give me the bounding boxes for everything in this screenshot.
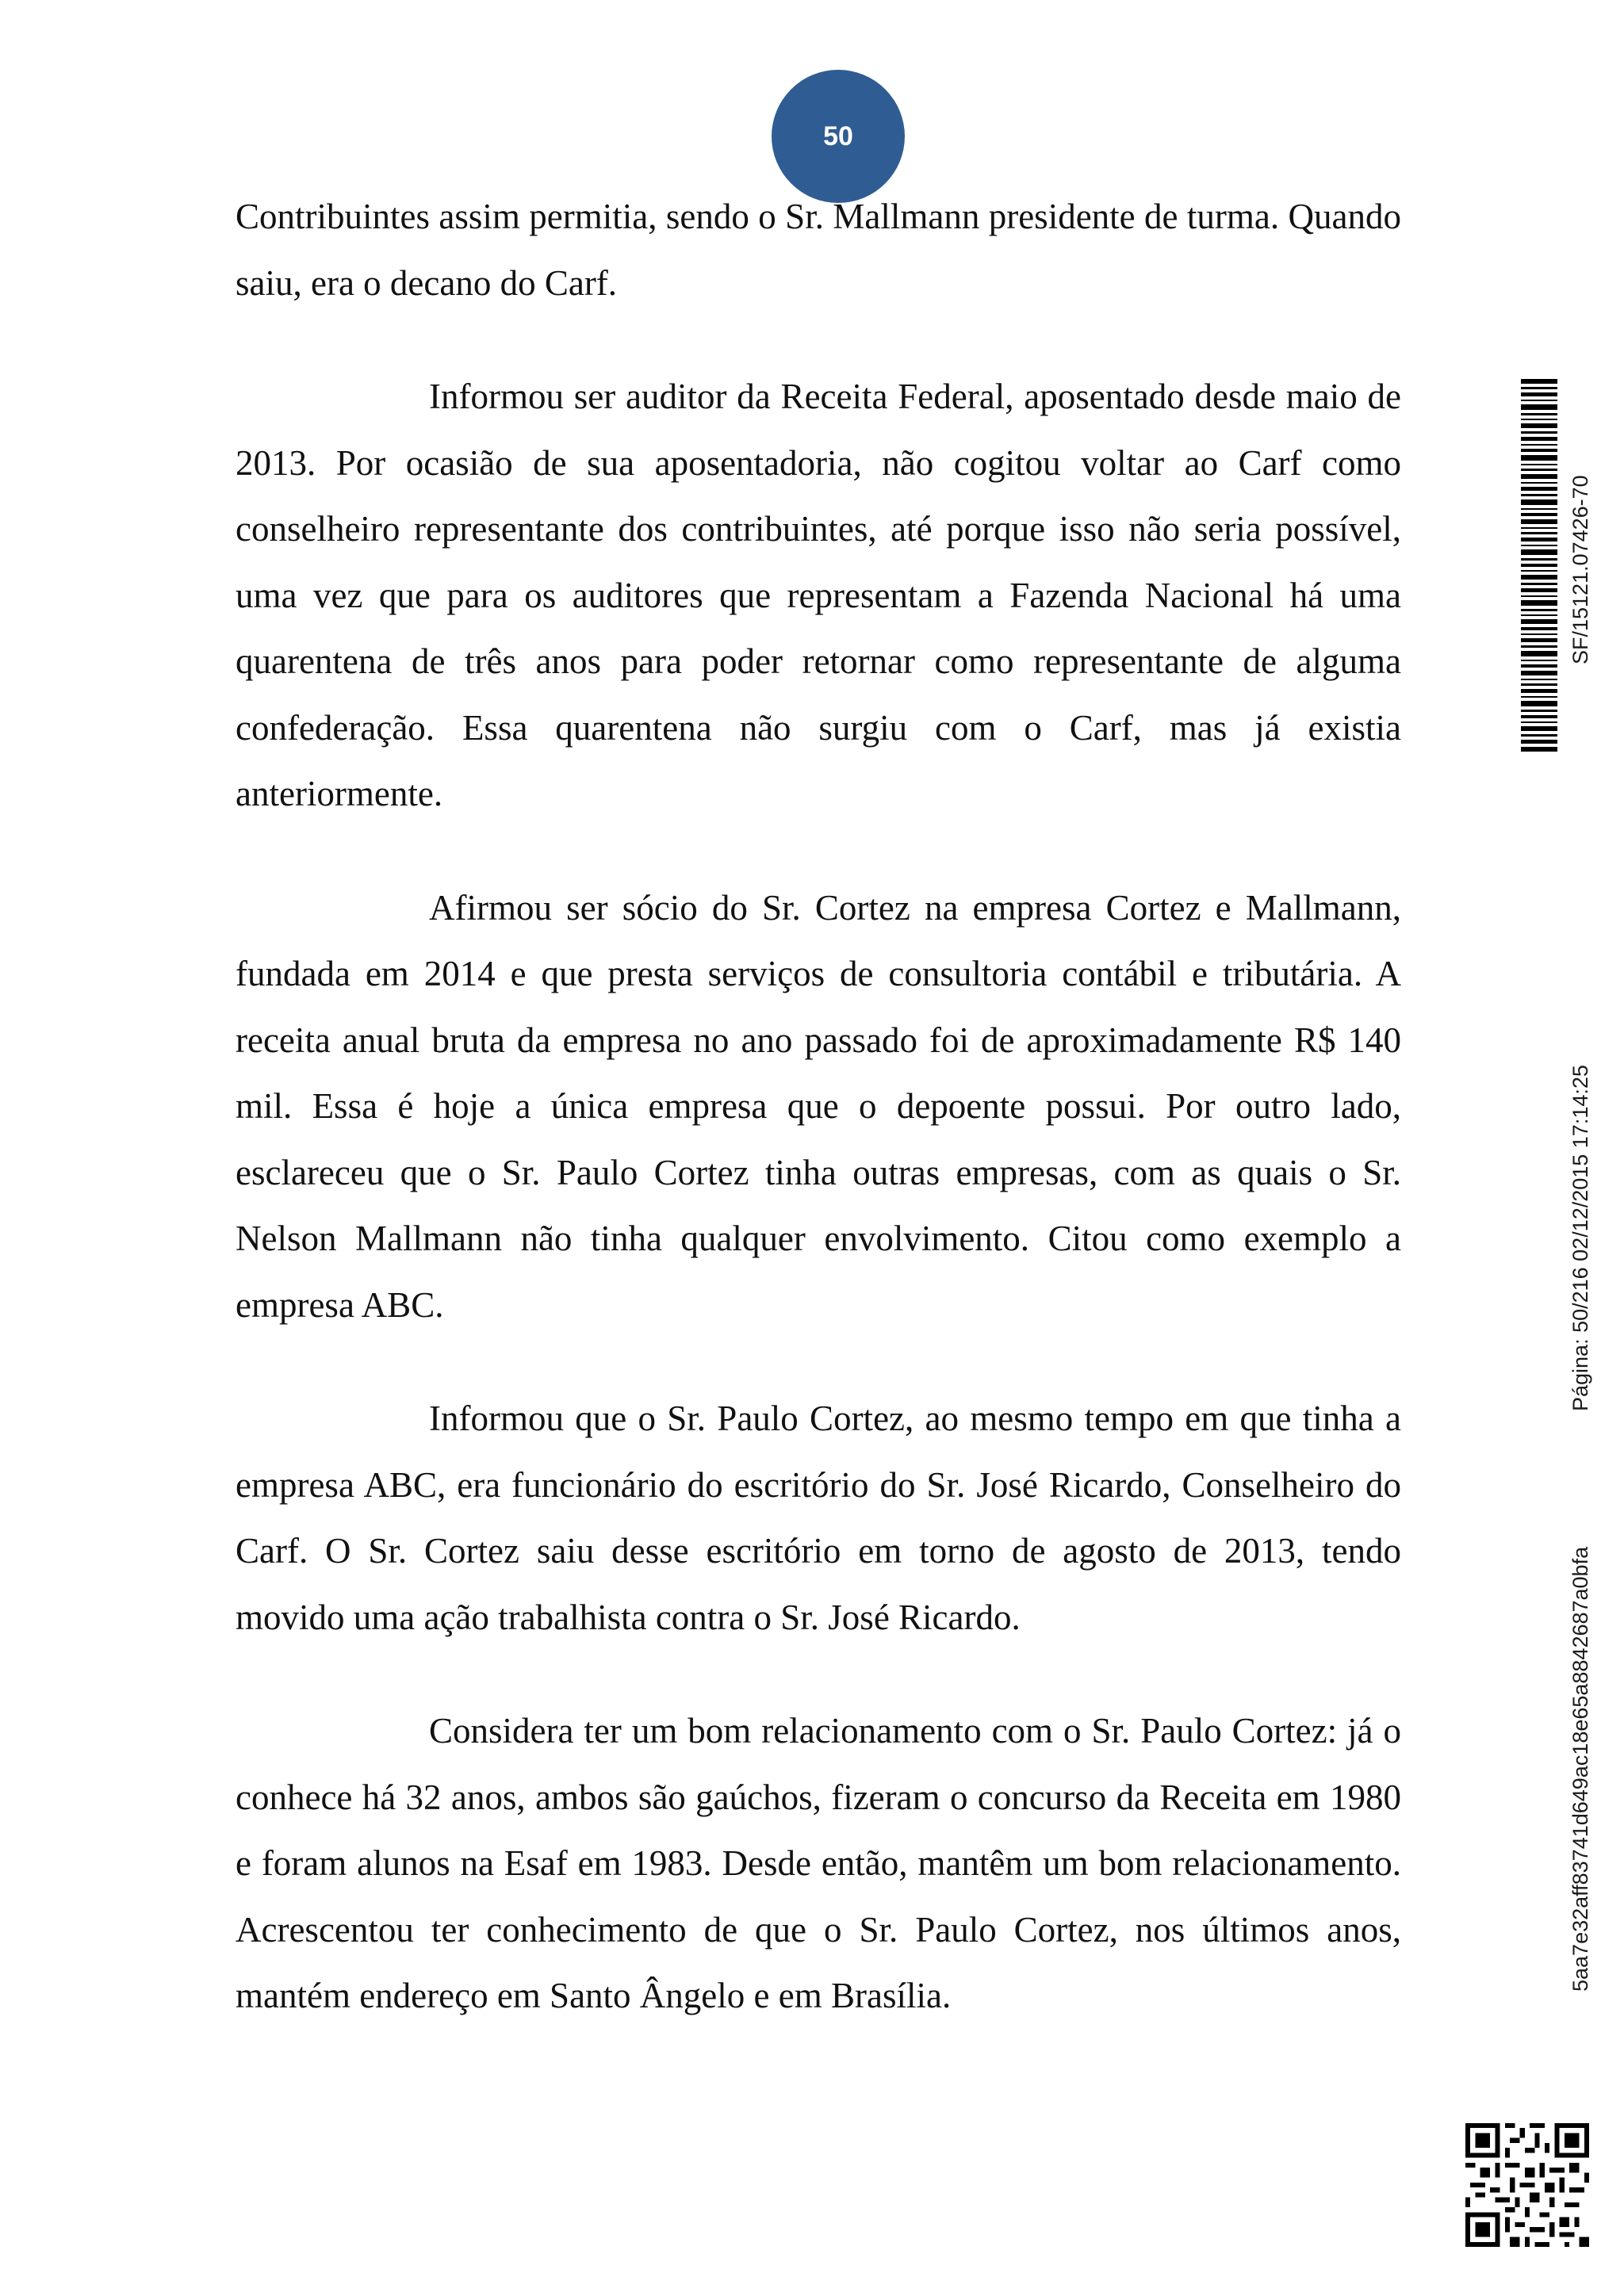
barcode-icon bbox=[1521, 379, 1557, 752]
page-info-stamp: Página: 50/216 02/12/2015 17:14:25 bbox=[1568, 1065, 1592, 1411]
document-code-stamp: SF/15121.07426-70 bbox=[1568, 475, 1592, 664]
paragraph-empresa: Afirmou ser sócio do Sr. Cortez na empresa Cortez e Mallmann, fundada em 2014 e que presta serviços de consultoria contábil e tributária. A receita anual bruta da empresa no ano passado foi de aproximadamente R$ 140 mil. Essa é hoje a única empresa que o depoente possui. Por outro lado, esclareceu que o Sr. Paulo Cortez tinha outras empresas, com as quais o Sr. Nelson Mallmann não tinha qualquer envolvimento. Citou como exemplo a empresa ABC. bbox=[236, 887, 1401, 1325]
qr-code-icon bbox=[1465, 2123, 1589, 2247]
page-number-badge: 50 bbox=[772, 70, 905, 203]
hash-stamp: 5aa7e32aff83741d649ac18e65a8842687a0bfa bbox=[1568, 1546, 1592, 1992]
paragraph-continuation: Contribuintes assim permitia, sendo o Sr. Mallmann presidente de turma. Quando saiu, era o decano do Carf. bbox=[236, 197, 1401, 303]
paragraph-escritorio: Informou que o Sr. Paulo Cortez, ao mesmo tempo em que tinha a empresa ABC, era funcionário do escritório do Sr. José Ricardo, Conselheiro do Carf. O Sr. Cortez saiu desse escritório em torno de agosto de 2013, tendo movido uma ação trabalhista contra o Sr. José Ricardo. bbox=[236, 1399, 1401, 1637]
document-body bbox=[236, 184, 1401, 2030]
paragraph-auditor: Informou ser auditor da Receita Federal, aposentado desde maio de 2013. Por ocasião de sua aposentadoria, não cogitou voltar ao Carf como conselheiro representante dos contribuintes, até porque isso não seria possível, uma vez que para os auditores que representam a Fazenda Nacional há uma quarentena de três anos para poder retornar como representante de alguma confederação. Essa quarentena não surgiu com o Carf, mas já existia anteriormente. bbox=[236, 377, 1401, 813]
paragraph-relacionamento: Considera ter um bom relacionamento com o Sr. Paulo Cortez: já o conhece há 32 anos, ambos são gaúchos, fizeram o concurso da Receita em 1980 e foram alunos na Esaf em 1983. Desde então, mantêm um bom relacionamento. Acrescentou ter conhecimento de que o Sr. Paulo Cortez, nos últimos anos, mantém endereço em Santo Ângelo e em Brasília. bbox=[236, 1711, 1401, 2015]
